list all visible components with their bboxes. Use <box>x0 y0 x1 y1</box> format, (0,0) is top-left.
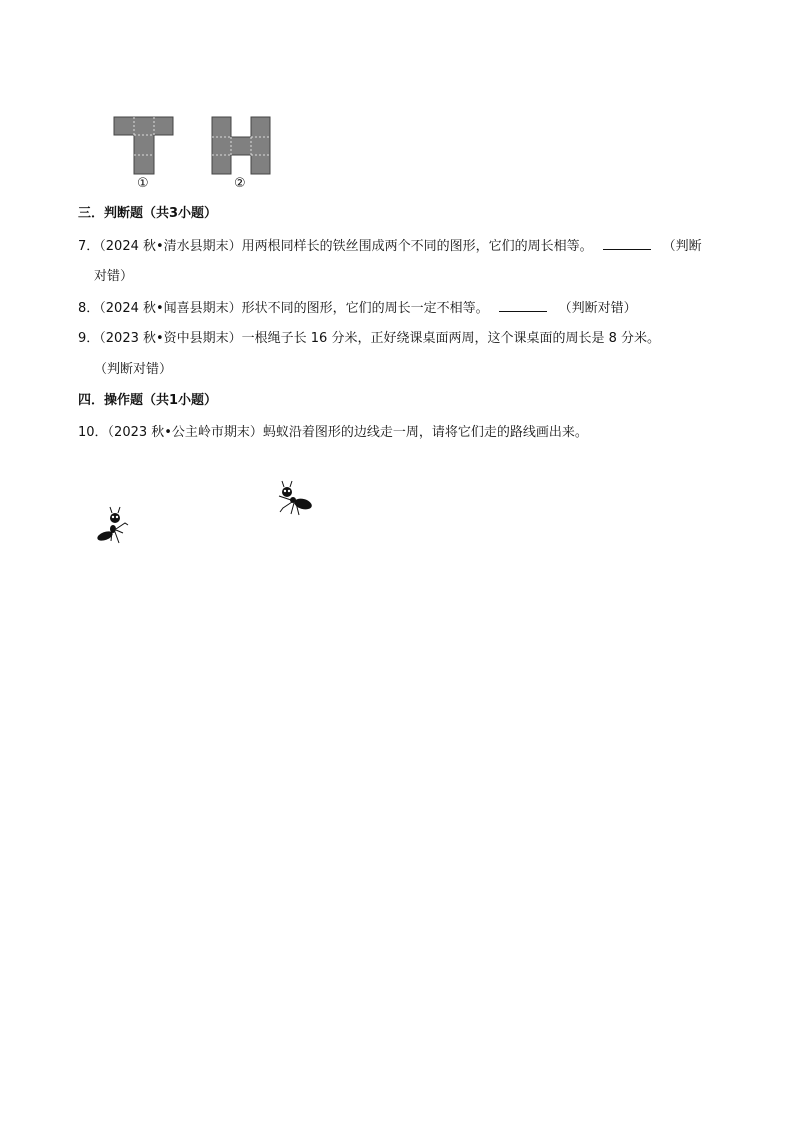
t-shape-figure <box>112 115 176 177</box>
section-3-heading: 三．判断题（共3小题） <box>78 206 218 221</box>
question-9-line2: （判断对错） <box>94 362 173 377</box>
question-8-text: 8．（2024 秋•闻喜县期末）形状不同的图形，它们的周长一定不相等。 <box>78 301 489 316</box>
question-8 <box>78 299 637 318</box>
question-7-text: 7．（2024 秋•清水县期末）用两根同样长的铁丝围成两个不同的图形，它们的周长相等。 <box>78 239 593 254</box>
question-8-tail: （判断对错） <box>558 301 637 316</box>
ant-icon <box>273 478 315 520</box>
question-7 <box>78 237 702 256</box>
section-4-heading: 四．操作题（共1小题） <box>78 393 218 408</box>
question-10: 10．（2023 秋•公主岭市期末）蚂蚁沿着图形的边线走一周，请将它们走的路线画出来。 <box>78 425 588 440</box>
ant-icon <box>95 503 133 545</box>
question-9-line1: 9．（2023 秋•资中县期末）一根绳子长 16 分米，正好绕课桌面两周，这个课桌面的周长是 8 分米。 <box>78 331 660 346</box>
figure-label-2: ② <box>234 176 246 191</box>
question-7-tail: （判断 <box>662 239 702 254</box>
figure-label-1: ① <box>137 176 149 191</box>
question-7-line2: 对错） <box>94 269 134 284</box>
answer-blank-8[interactable] <box>499 299 547 312</box>
h-shape-figure <box>210 115 274 177</box>
answer-blank-7[interactable] <box>603 237 651 250</box>
